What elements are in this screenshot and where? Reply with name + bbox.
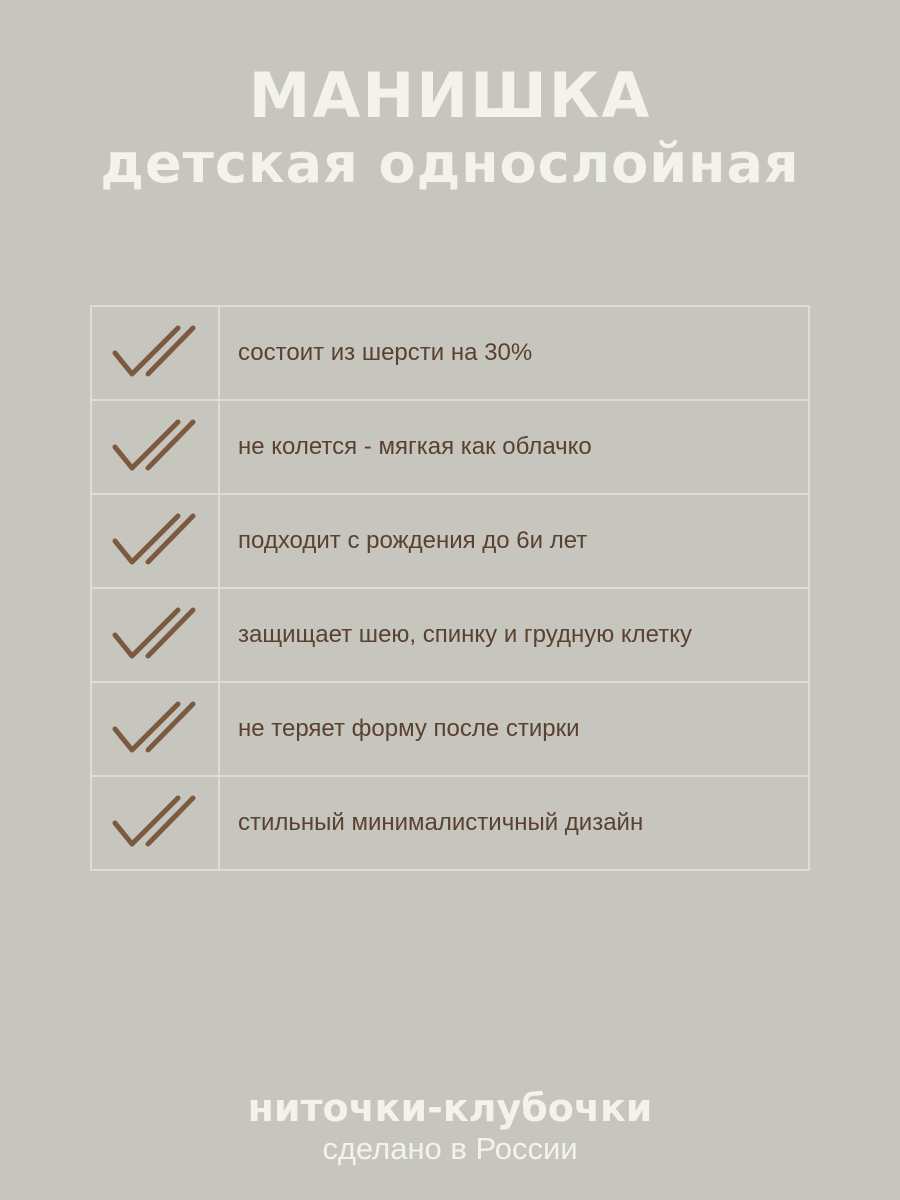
feature-text: защищает шею, спинку и грудную клетку	[219, 588, 809, 682]
feature-text: стильный минималистичный дизайн	[219, 776, 809, 870]
page-subtitle: детская однослойная	[100, 132, 800, 195]
feature-icon-cell	[91, 776, 219, 870]
double-check-icon	[110, 417, 200, 477]
feature-icon-cell	[91, 306, 219, 400]
double-check-icon	[110, 605, 200, 665]
feature-row	[91, 494, 809, 588]
feature-icon-cell	[91, 400, 219, 494]
brand-name: ниточки-клубочки	[247, 1086, 653, 1130]
feature-icon-cell	[91, 588, 219, 682]
double-check-icon	[110, 323, 200, 383]
made-in-label: сделано в России	[322, 1131, 578, 1166]
double-check-icon	[110, 511, 200, 571]
page-title: МАНИШКА	[248, 59, 652, 132]
feature-icon-cell	[91, 682, 219, 776]
double-check-icon	[110, 793, 200, 853]
footer	[0, 1085, 900, 1167]
features-table	[90, 305, 810, 871]
feature-text: не теряет форму после стирки	[219, 682, 809, 776]
feature-row	[91, 588, 809, 682]
feature-text: не колется - мягкая как облачко	[219, 400, 809, 494]
feature-row	[91, 776, 809, 870]
feature-row	[91, 682, 809, 776]
title-block	[0, 58, 900, 194]
feature-row	[91, 306, 809, 400]
double-check-icon	[110, 699, 200, 759]
feature-text: подходит с рождения до 6и лет	[219, 494, 809, 588]
feature-icon-cell	[91, 494, 219, 588]
feature-text: состоит из шерсти на 30%	[219, 306, 809, 400]
feature-row	[91, 400, 809, 494]
